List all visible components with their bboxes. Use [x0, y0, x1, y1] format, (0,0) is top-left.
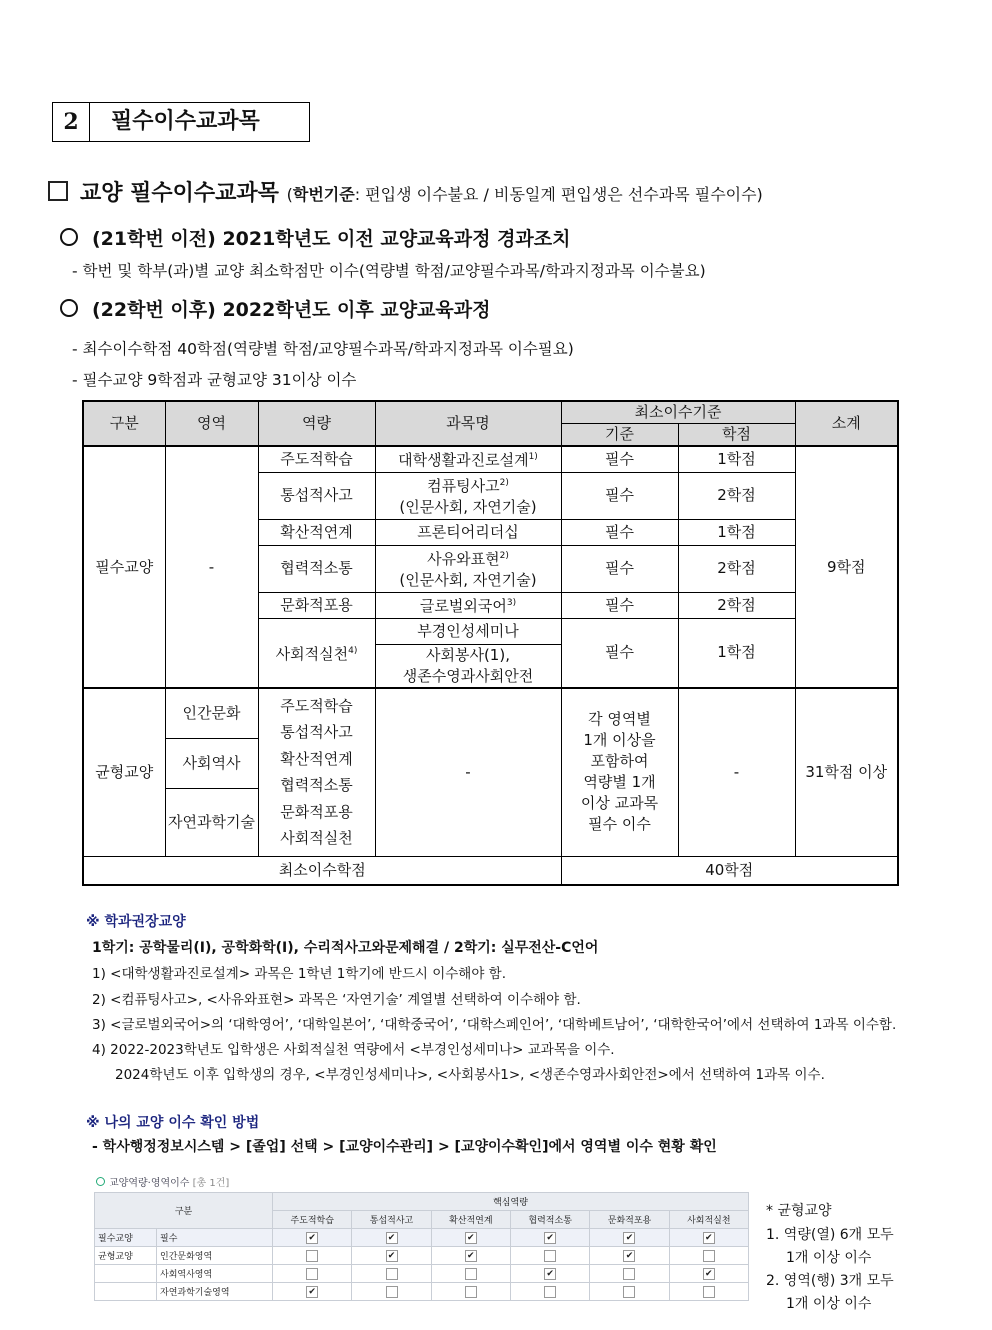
mini-status-table: [94, 1192, 749, 1301]
checked-box-icon[interactable]: ✔: [306, 1286, 318, 1298]
mini-row: [95, 1265, 749, 1283]
subheading-22-title: (22학번 이후) 2022학년도 이후 교양교육과정: [92, 299, 491, 321]
unchecked-box-icon[interactable]: [465, 1286, 477, 1298]
mini-header-core: 핵심역량: [273, 1193, 749, 1211]
mini-row-group: [95, 1265, 157, 1283]
subject-cell: [375, 446, 561, 472]
mini-caption: [96, 1174, 229, 1189]
bullet-dot-icon: [96, 1177, 105, 1186]
side-note-title: * 균형교양: [766, 1203, 832, 1219]
header-competency: 역량: [258, 401, 375, 446]
subheading-21-title: (21학번 이전) 2021학년도 이전 교양교육과정 경과조치: [92, 228, 571, 250]
mini-check-cell: [590, 1247, 669, 1265]
note-2: 2) <컴퓨팅사고>, <사유와표현> 과목은 ‘자연기술’ 계열별 선택하여 이수해야 함.: [92, 992, 581, 1008]
required-subtotal: 9학점: [795, 446, 898, 688]
section-number: 2: [53, 103, 90, 141]
balanced-subtotal: 31학점 이상: [795, 688, 898, 856]
checkbox-square-icon: [48, 181, 68, 201]
mini-column-header: 통섭적사고: [352, 1211, 431, 1229]
credit-cell: 1학점: [678, 618, 795, 688]
mini-check-cell: [273, 1265, 352, 1283]
header-area: 영역: [165, 401, 258, 446]
mini-row-area: 자연과학기술영역: [157, 1283, 273, 1301]
standard-cell: 필수: [561, 472, 678, 519]
competency-line: 확산적연계: [280, 749, 353, 768]
footnote-mark: 4): [348, 645, 358, 656]
mini-check-cell: [352, 1265, 431, 1283]
subject-text: 글로벌외국어: [419, 597, 507, 615]
heading-sub-bold: 학번기준: [292, 185, 355, 204]
mini-check-cell: [669, 1247, 748, 1265]
note-4-cont: 2024학년도 이후 입학생의 경우, <부경인성세미나>, <사회봉사1>, <생존수영과사회안전>에서 선택하여 1과목 이수.: [115, 1067, 825, 1083]
standard-cell: 필수: [561, 545, 678, 592]
mini-check-cell: [669, 1229, 748, 1247]
competency-line: 협력적소통: [280, 776, 353, 795]
mini-check-cell: [511, 1283, 590, 1301]
unchecked-box-icon[interactable]: [703, 1250, 715, 1262]
credit-cell: 1학점: [678, 446, 795, 472]
sub1-line-1: - 학번 및 학부(과)별 교양 최소학점만 이수(역량별 학점/교양필수과목/학과지정과목 이수불요): [72, 262, 706, 280]
competency-cell: 문화적포용: [258, 592, 375, 618]
mini-column-header: 사회적실천: [669, 1211, 748, 1229]
mini-row-area: 인간문화영역: [157, 1247, 273, 1265]
subject-text-2: 사회봉사(1),: [426, 645, 510, 664]
balanced-credit: -: [678, 688, 795, 856]
standard-cell: 필수: [561, 446, 678, 472]
mini-column-header: 협력적소통: [511, 1211, 590, 1229]
standard-cell: 필수: [561, 519, 678, 545]
area-cell: 인간문화: [165, 688, 258, 738]
mini-row-area: 필수: [157, 1229, 273, 1247]
footnote-mark: 1): [528, 452, 538, 463]
mini-check-cell: [511, 1247, 590, 1265]
header-credit: 학점: [678, 424, 795, 447]
competency-line: 통섭적사고: [280, 723, 353, 742]
mini-row-group: 균형교양: [95, 1247, 157, 1265]
header-subtotal: 소계: [795, 401, 898, 446]
mini-check-cell: [590, 1283, 669, 1301]
standard-line: 각 영역별: [588, 710, 651, 729]
subject-cell: 프론티어리더십: [375, 519, 561, 545]
checked-box-icon[interactable]: ✔: [544, 1268, 556, 1280]
subject-cell: [375, 592, 561, 618]
main-heading: [48, 176, 763, 207]
check-title: ※ 나의 교양 이수 확인 방법: [86, 1115, 260, 1131]
mini-check-cell: [352, 1283, 431, 1301]
mini-check-cell: [431, 1283, 510, 1301]
required-category: 필수교양: [83, 446, 165, 688]
competency-cell: [258, 618, 375, 688]
subheading-21: [60, 224, 571, 251]
competency-line: 사회적실천: [280, 829, 353, 848]
subject-cell: [375, 472, 561, 519]
note-4: 4) 2022-2023학년도 입학생은 사회적실천 역량에서 <부경인성세미나> 교과목을 이수.: [92, 1042, 615, 1058]
mini-check-cell: [590, 1265, 669, 1283]
mini-column-header: 확산적연계: [431, 1211, 510, 1229]
mini-check-cell: [273, 1229, 352, 1247]
circle-bullet-icon: [60, 299, 78, 317]
section-title: 필수이수교과목: [111, 109, 260, 134]
mini-check-cell: [273, 1283, 352, 1301]
standard-line: 1개 이상을: [583, 731, 656, 750]
mini-row: [95, 1247, 749, 1265]
sub2-line-1: - 최수이수학점 40학점(역량별 학점/교양필수과목/학과지정과목 이수필요): [72, 340, 574, 358]
unchecked-box-icon[interactable]: [623, 1268, 635, 1280]
heading-sub: [287, 185, 763, 204]
competency-text: 사회적실천: [275, 644, 349, 663]
balanced-competencies: [258, 688, 375, 856]
header-min-standard: 최소이수기준: [561, 401, 795, 424]
unchecked-box-icon[interactable]: [623, 1286, 635, 1298]
subject-text: 대학생활과진로설계: [398, 451, 529, 470]
mini-row-group: [95, 1283, 157, 1301]
checked-box-icon[interactable]: ✔: [703, 1232, 715, 1244]
checked-box-icon[interactable]: ✔: [465, 1232, 477, 1244]
header-standard: 기준: [561, 424, 678, 447]
mini-check-cell: [352, 1229, 431, 1247]
credit-cell: 2학점: [678, 545, 795, 592]
unchecked-box-icon[interactable]: [306, 1268, 318, 1280]
sub2-line-2: - 필수교양 9학점과 균형교양 31이상 이수: [72, 371, 357, 389]
credit-cell: 1학점: [678, 519, 795, 545]
competency-line: 주도적학습: [280, 696, 353, 715]
subject-cell: 부경인성세미나: [375, 618, 561, 644]
heading-sub-rest: : 편입생 이수불요 / 비동일계 편입생은 선수과목 필수이수): [354, 185, 763, 204]
recommend-line: 1학기: 공학물리(Ⅰ), 공학화학(Ⅰ), 수리적사고와문제해결 / 2학기: 실무전산-C언어: [92, 940, 599, 956]
requirements-table: [82, 400, 899, 886]
note-3: 3) <글로벌외국어>의 ‘대학영어’, ‘대학일본어’, ‘대학중국어’, ‘대학스페인어’, ‘대학베트남어’, ‘대학한국어’에서 선택하여 1과목 이수함.: [92, 1017, 897, 1033]
mini-header-group: 구분: [95, 1193, 273, 1229]
checked-box-icon[interactable]: ✔: [703, 1268, 715, 1280]
standard-line: 역량별 1개: [583, 773, 656, 792]
area-cell: 사회역사: [165, 738, 258, 788]
standard-cell: 필수: [561, 592, 678, 618]
notes-title: ※ 학과권장교양: [86, 914, 186, 930]
mini-check-cell: [352, 1247, 431, 1265]
side-note-1b: 1개 이상 이수: [786, 1250, 872, 1266]
area-cell: 자연과학기술: [165, 788, 258, 856]
mini-check-cell: [590, 1229, 669, 1247]
credit-cell: 2학점: [678, 472, 795, 519]
header-category: 구분: [83, 401, 165, 446]
competency-cell: 협력적소통: [258, 545, 375, 592]
total-value: 40학점: [561, 856, 898, 885]
checked-box-icon[interactable]: ✔: [465, 1250, 477, 1262]
subject-text-2: (인문사회, 자연기술): [399, 571, 537, 589]
side-note-1: 1. 역량(열) 6개 모두: [766, 1227, 894, 1243]
unchecked-box-icon[interactable]: [544, 1286, 556, 1298]
mini-check-cell: [511, 1265, 590, 1283]
unchecked-box-icon[interactable]: [465, 1268, 477, 1280]
footnote-mark: 2): [499, 478, 509, 488]
unchecked-box-icon[interactable]: [306, 1250, 318, 1262]
unchecked-box-icon[interactable]: [703, 1286, 715, 1298]
standard-line: 이상 교과목: [580, 794, 659, 813]
mini-check-cell: [273, 1247, 352, 1265]
mini-column-header: 주도적학습: [273, 1211, 352, 1229]
subject-cell: [375, 644, 561, 688]
checked-box-icon[interactable]: ✔: [623, 1232, 635, 1244]
competency-line: 문화적포용: [280, 802, 353, 821]
credit-cell: 2학점: [678, 592, 795, 618]
mini-count: [총 1건]: [192, 1178, 230, 1189]
checked-box-icon[interactable]: ✔: [306, 1232, 318, 1244]
balanced-category: 균형교양: [83, 688, 165, 856]
total-label: 최소이수학점: [83, 856, 561, 885]
checked-box-icon[interactable]: ✔: [544, 1232, 556, 1244]
section-header: [52, 102, 310, 142]
footnote-mark: 3): [506, 598, 517, 608]
subject-cell: [375, 545, 561, 592]
standard-line: 포함하여: [590, 752, 649, 771]
unchecked-box-icon[interactable]: [386, 1286, 398, 1298]
mini-caption-text: 교양역량·영역이수: [109, 1178, 190, 1189]
mini-check-cell: [669, 1265, 748, 1283]
subheading-22: [60, 295, 490, 322]
mini-row-group: 필수교양: [95, 1229, 157, 1247]
mini-check-cell: [431, 1247, 510, 1265]
mini-row: [95, 1229, 749, 1247]
side-note-2: 2. 영역(행) 3개 모두: [766, 1273, 894, 1289]
required-area: -: [165, 446, 258, 688]
circle-bullet-icon: [60, 228, 78, 246]
subject-text: 컴퓨팅사고: [427, 477, 500, 495]
subject-text: 사유와표현: [427, 550, 500, 568]
mini-row-area: 사회역사영역: [157, 1265, 273, 1283]
checked-box-icon[interactable]: ✔: [386, 1250, 398, 1262]
competency-cell: 주도적학습: [258, 446, 375, 472]
subject-text-2: (인문사회, 자연기술): [399, 498, 537, 516]
unchecked-box-icon[interactable]: [386, 1268, 398, 1280]
mini-column-header: 문화적포용: [590, 1211, 669, 1229]
header-subject: 과목명: [375, 401, 561, 446]
standard-line: 필수 이수: [588, 815, 651, 834]
competency-cell: 통섭적사고: [258, 472, 375, 519]
balanced-standard: [561, 688, 678, 856]
mini-check-cell: [511, 1229, 590, 1247]
heading-sub-open: (: [286, 185, 293, 204]
mini-check-cell: [431, 1265, 510, 1283]
standard-cell: 필수: [561, 618, 678, 688]
mini-check-cell: [669, 1283, 748, 1301]
balanced-subject: -: [375, 688, 561, 856]
heading-title: 교양 필수이수교과목: [80, 181, 279, 206]
side-note-2b: 1개 이상 이수: [786, 1296, 872, 1312]
subject-text-3: 생존수영과사회안전: [402, 666, 534, 685]
competency-cell: 확산적연계: [258, 519, 375, 545]
check-desc: - 학사행정정보시스템 > [졸업] 선택 > [교양이수관리] > [교양이수확인]에서 영역별 이수 현황 확인: [92, 1139, 717, 1155]
note-1: 1) <대학생활과진로설계> 과목은 1학년 1학기에 반드시 이수해야 함.: [92, 966, 507, 982]
mini-check-cell: [431, 1229, 510, 1247]
checked-box-icon[interactable]: ✔: [623, 1250, 635, 1262]
unchecked-box-icon[interactable]: [544, 1250, 556, 1262]
checked-box-icon[interactable]: ✔: [386, 1232, 398, 1244]
footnote-mark: 2): [499, 551, 509, 561]
mini-row: [95, 1283, 749, 1301]
